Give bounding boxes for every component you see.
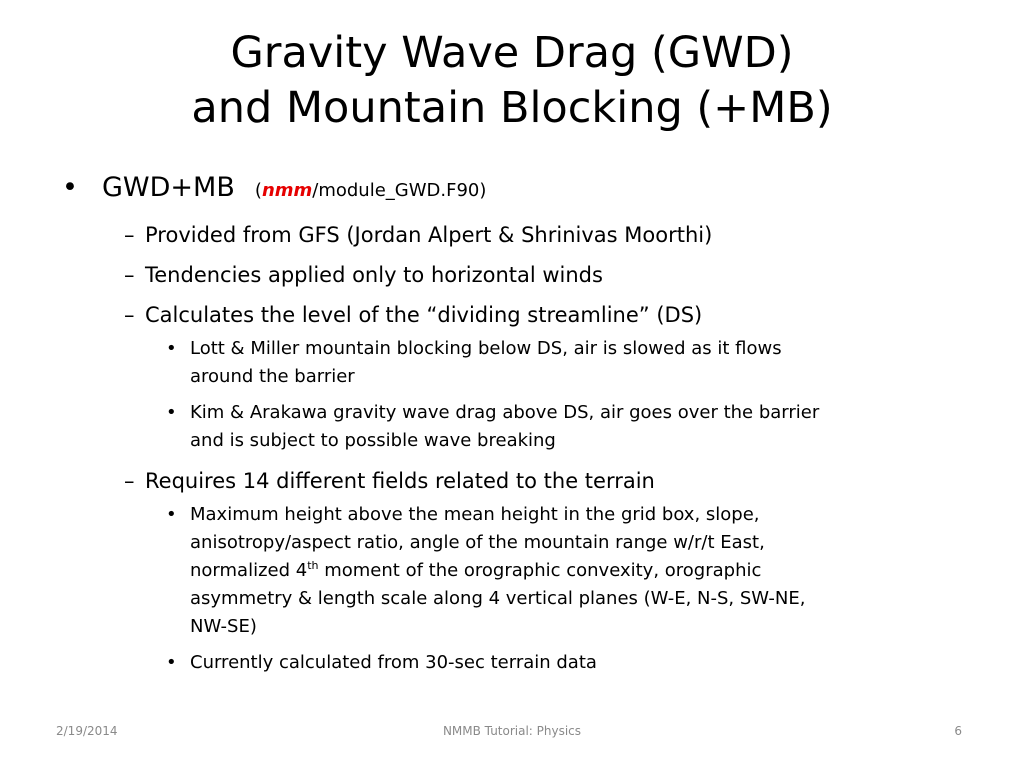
sub-bullet-text: Calculates the level of the “dividing streamline” (DS) [145, 303, 703, 327]
detail-line: NW-SE) [190, 616, 257, 637]
detail-terrain-data-source [62, 649, 962, 677]
bullet-marker: • [166, 652, 177, 673]
title-line-1: Gravity Wave Drag (GWD) [230, 28, 794, 78]
detail-line: Kim & Arakawa gravity wave drag above DS, air goes over the barrier [190, 402, 820, 423]
detail-line: asymmetry & length scale along 4 vertical planes (W-E, N-S, SW-NE, [190, 588, 806, 609]
dash-marker: – [124, 263, 135, 287]
sub-bullet-tendencies [62, 261, 962, 289]
bullet-marker: • [62, 172, 78, 203]
footer-page-number: 6 [954, 724, 962, 738]
ref-open-paren: ( [254, 180, 262, 201]
detail-line: Lott & Miller mountain blocking below DS, air is slowed as it flows [190, 338, 782, 359]
detail-text: normalized 4 [190, 560, 308, 581]
sub-bullet-dividing-streamline [62, 301, 962, 329]
bullet-marker: • [166, 338, 177, 359]
detail-line [190, 557, 962, 585]
bullet-label: GWD+MB [102, 172, 235, 203]
detail-terrain-fields-list [62, 501, 962, 641]
dash-marker: – [124, 469, 135, 493]
sub-bullet-text: Requires 14 different fields related to the terrain [145, 469, 655, 493]
nmm-highlight: nmm [261, 180, 313, 201]
footer-date: 2/19/2014 [56, 724, 118, 738]
title-line-2: and Mountain Blocking (+MB) [191, 83, 833, 133]
detail-text: moment of the orographic convexity, orographic [318, 560, 762, 581]
sub-bullet-provided [62, 221, 962, 249]
bullet-gwd-mb [62, 170, 962, 209]
dash-marker: – [124, 223, 135, 247]
module-reference [243, 180, 486, 201]
detail-line: and is subject to possible wave breaking [190, 430, 556, 451]
ref-module-path: /module_GWD.F90) [312, 180, 487, 201]
bullet-marker: • [166, 504, 177, 525]
sub-bullet-text: Tendencies applied only to horizontal winds [145, 263, 603, 287]
footer-title: NMMB Tutorial: Physics [442, 724, 582, 738]
detail-line: around the barrier [190, 366, 355, 387]
detail-line: anisotropy/aspect ratio, angle of the mountain range w/r/t East, [190, 532, 765, 553]
detail-line: Maximum height above the mean height in the grid box, slope, [190, 504, 760, 525]
slide-title [0, 26, 1024, 136]
detail-kim-arakawa [62, 399, 962, 455]
ordinal-superscript: th [307, 559, 319, 572]
bullet-marker: • [166, 402, 177, 423]
sub-bullet-terrain-fields [62, 467, 962, 495]
dash-marker: – [124, 303, 135, 327]
detail-lott-miller [62, 335, 962, 391]
detail-line: Currently calculated from 30-sec terrain data [190, 652, 597, 673]
slide-body [62, 170, 962, 685]
sub-bullet-text: Provided from GFS (Jordan Alpert & Shrinivas Moorthi) [145, 223, 713, 247]
